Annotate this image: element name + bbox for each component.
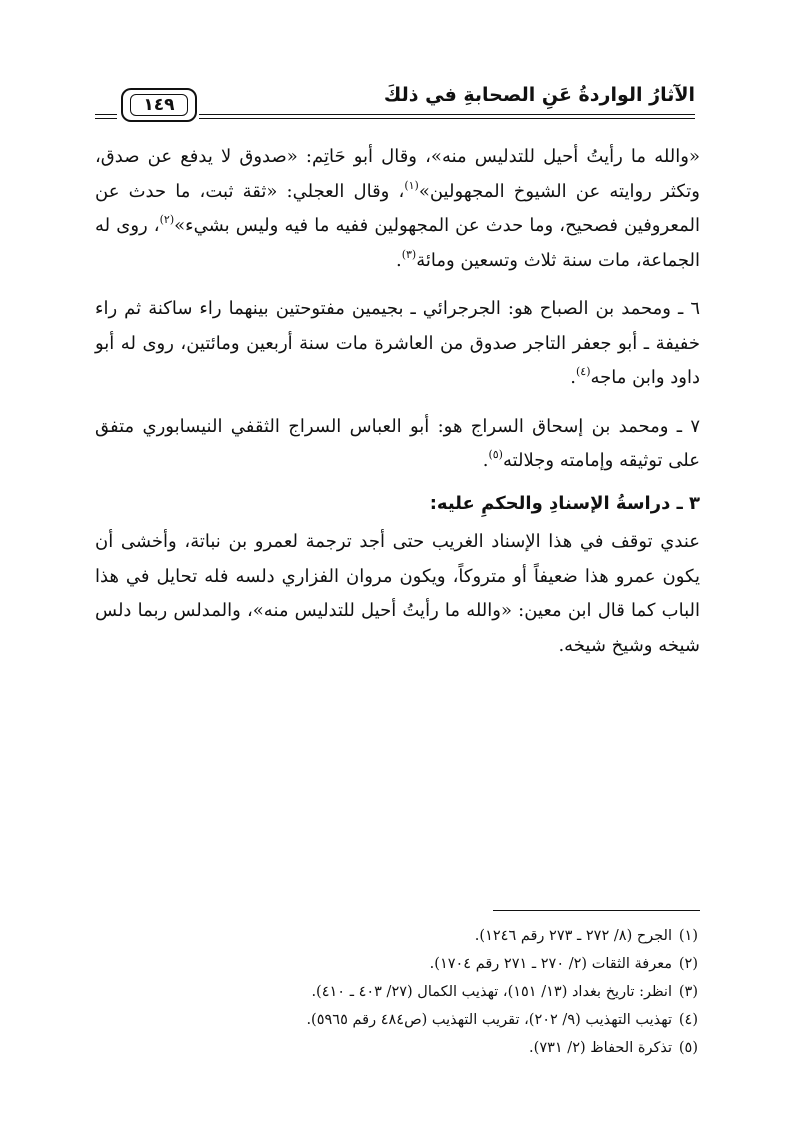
paragraph-text: ٦ ـ ومحمد بن الصباح هو: الجرجرائي ـ بجيمين مفتوحتين بينهما راء ساكنة ثم راء خفيفة ـ أبو جعفر التاجر صدوق من العاشرة مات سنة أربعين ومائتين، روى له أبو داود وابن ماجه xyxy=(95,298,700,388)
footnote-item xyxy=(95,1006,698,1034)
footnote-number: (٤) xyxy=(678,1012,698,1028)
footnote-ref[interactable]: (٢) xyxy=(159,213,175,226)
paragraph-text: ٧ ـ ومحمد بن إسحاق السراج هو: أبو العباس السراج الثقفي النيسابوري متفق على توثيقه وإمامته وجلالته xyxy=(95,415,700,471)
running-title: الآثارُ الواردةُ عَنِ الصحابةِ في ذلكَ xyxy=(383,84,695,106)
paragraph-2 xyxy=(95,292,700,396)
footnote-text: الجرح (٨/ ٢٧٢ ـ ٢٧٣ رقم ١٢٤٦). xyxy=(474,928,672,944)
footnote-ref[interactable]: (٤) xyxy=(576,365,591,378)
footnote-item xyxy=(95,1034,698,1062)
footnote-text: معرفة الثقات (٢/ ٢٧٠ ـ ٢٧١ رقم ١٧٠٤). xyxy=(429,956,672,972)
paragraph-3 xyxy=(95,410,700,479)
footnote-ref[interactable]: (٣) xyxy=(401,247,417,261)
footnote-separator xyxy=(493,910,700,911)
footnote-text: تهذيب التهذيب (٩/ ٢٠٢)، تقريب التهذيب (ص٤٨٤ رقم ٥٩٦٥). xyxy=(306,1012,672,1028)
paragraph-text: . xyxy=(395,249,402,271)
footnote-item xyxy=(95,950,698,978)
paragraph-text: «والله ما رأيتُ أحيل للتدليس منه»، وقال أبو حَاتِم: «صدوق لا يدفع عن صدق، وتكثر روايته عن الشيوخ المجهولين» xyxy=(95,146,700,202)
paragraph-text: ، وقال العجلي: «ثقة ثبت، ما حدث عن المعروفين فصحيح، وما حدث عن المجهولين ففيه ما فيه وليس بشيء» xyxy=(95,180,700,236)
section-heading: ٣ ـ دراسةُ الإسنادِ والحكمِ عليه: xyxy=(429,492,700,514)
main-text xyxy=(95,140,700,677)
paragraph-text: . xyxy=(570,367,576,388)
paragraph-4: عندي توقف في هذا الإسناد الغريب حتى أجد ترجمة لعمرو بن نباتة، وأخشى أن يكون عمرو هذا ضعيفاً أو متروكاً، ويكون مروان الفزاري دلسه فله تحايل في هذا الباب كما قال ابن معين: «والله ما رأيتُ أحيل للتدليس منه»، والمدلس ربما دلس شيخه وشيخ شيخه. xyxy=(95,531,700,656)
footnote-number: (٢) xyxy=(678,956,698,972)
footnotes xyxy=(95,922,698,1062)
footnote-ref[interactable]: (١) xyxy=(404,178,419,192)
footnote-item xyxy=(95,978,698,1006)
header-rule xyxy=(199,114,695,119)
page-header xyxy=(95,80,695,124)
footnote-number: (١) xyxy=(678,928,698,944)
footnote-item xyxy=(95,922,698,950)
page-number: ١٤٩ xyxy=(130,94,188,116)
footnote-text: تذكرة الحفاظ (٢/ ٧٣١). xyxy=(529,1040,672,1056)
footnote-number: (٣) xyxy=(678,984,698,1000)
paragraph-1 xyxy=(95,140,700,278)
header-rule-left xyxy=(95,114,117,119)
page-number-frame xyxy=(121,88,197,122)
footnote-ref[interactable]: (٥) xyxy=(488,448,503,461)
footnote-number: (٥) xyxy=(678,1040,698,1056)
paragraph-text: ، روى له الجماعة، مات سنة ثلاث وتسعين ومائة xyxy=(95,215,700,271)
footnote-text: انظر: تاريخ بغداد (١٣/ ١٥١)، تهذيب الكمال (٢٧/ ٤٠٣ ـ ٤١٠). xyxy=(311,984,672,1000)
paragraph-text: . xyxy=(482,450,489,471)
